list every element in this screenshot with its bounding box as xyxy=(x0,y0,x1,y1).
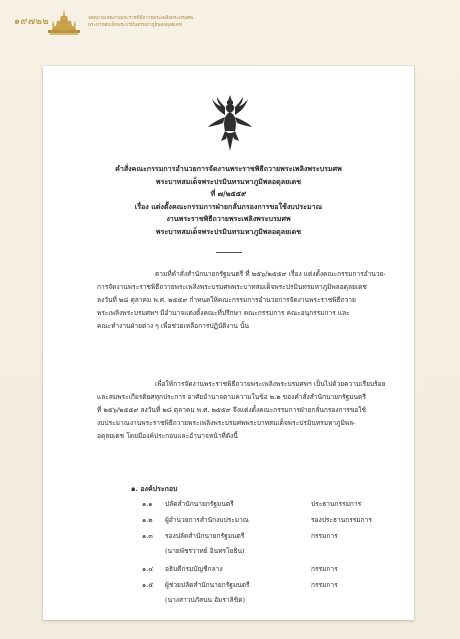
title-line: คำสั่งคณะกรรมการอำนวยการจัดงานพระราชพิธีถวายพระเพลิงพระบรมศพ xyxy=(115,164,342,173)
paragraph-2 xyxy=(97,378,386,443)
paragraph-line: เพื่อให้การจัดงานพระราชพิธีถวายพระเพลิงพระบรมศพฯ เป็นไปด้วยความเรียบร้อย xyxy=(155,380,386,388)
title-line: ที่ ๗/๒๕๕๙ xyxy=(210,189,247,198)
paragraph-line: อดุลยเดช โดยมีองค์ประกอบและอำนาจหน้าที่ดังนี้ xyxy=(97,432,238,441)
title-divider xyxy=(216,252,242,253)
item-number: ๑.๓ xyxy=(142,532,153,540)
page-number: ๑๙๗๒๒ xyxy=(14,16,50,27)
item-subname: (นางสาวปภัสนน อัมราลิขิต) xyxy=(165,596,246,604)
royal-crematorium-emblem-icon xyxy=(44,7,84,37)
paragraph-line: งบประมาณงานพระราชพิธีถวายพระเพลิงพระบรมศพพระบาทสมเด็จพระปรมินทรมหาภูมิพล- xyxy=(97,419,356,428)
document-sheet xyxy=(43,66,414,620)
page-header xyxy=(0,0,460,44)
title-line: พระบาทสมเด็จพระปรมินทรมหาภูมิพลอดุลยเดช xyxy=(155,226,302,236)
garuda-emblem-icon xyxy=(206,93,254,153)
item-name: ปลัดสำนักนายกรัฐมนตรี xyxy=(165,500,234,508)
paragraph-1 xyxy=(97,268,386,333)
title-line: พระบาทสมเด็จพระปรมินทรมหาภูมิพลอดุลยเดช xyxy=(155,176,302,186)
item-subname: (นายพัชรวาทย์ อินทรโยธิน) xyxy=(165,547,245,555)
header-line-2: พระบาทสมเด็จพระปรมินทรมหาภูมิพลอดุลยเดช xyxy=(88,23,183,28)
paragraph-line: คณะทำงานฝ่ายต่าง ๆ เพื่อช่วยเหลือการปฏิบัติงาน นั้น xyxy=(97,322,249,331)
item-role: กรรมการ xyxy=(311,532,338,540)
paragraph-line: ที่ ๒๕๖/๒๕๕๙ ลงวันที่ ๒๘ ตุลาคม พ.ศ. ๒๕๕๙ จึงแต่งตั้งคณะกรรมการฝ่ายกลั่นกรองการขอใช้ xyxy=(97,406,366,415)
header-line-1: จดหมายเหตุงานพระราชพิธีถวายพระเพลิงพระบรมศพ xyxy=(88,16,194,21)
item-number: ๑.๑ xyxy=(142,500,153,508)
header-title xyxy=(88,15,288,29)
paragraph-line: และสมพระเกียรติยศทุกประการ อาศัยอำนาจตามความในข้อ ๒.๒ ของคำสั่งสำนักนายกรัฐมนตรี xyxy=(97,393,366,402)
item-name: ผู้อำนวยการสำนักงบประมาณ xyxy=(165,516,249,524)
title-line: เรื่อง แต่งตั้งคณะกรรมการฝ่ายกลั่นกรองการขอใช้งบประมาณ xyxy=(134,201,323,211)
paragraph-line: การจัดงานพระราชพิธีถวายพระเพลิงพระบรมศพพระบาทสมเด็จพระปรมินทรมหาภูมิพลอดุลยเดช xyxy=(97,283,367,292)
item-number: ๑.๕ xyxy=(142,581,154,589)
document-title xyxy=(43,163,414,238)
section-heading: ๑. องค์ประกอบ xyxy=(131,484,178,493)
item-role: กรรมการ xyxy=(311,565,338,573)
item-number: ๑.๔ xyxy=(142,565,154,573)
item-role: ประธานกรรมการ xyxy=(311,500,362,508)
paragraph-line: พระเพลิงพระบรมศพฯ มีอำนาจแต่งตั้งคณะที่ปรึกษา คณะกรรมการ คณะอนุกรรมการ และ xyxy=(97,309,350,318)
item-name: อธิบดีกรมบัญชีกลาง xyxy=(165,565,223,573)
paragraph-line: ตามที่คำสั่งสำนักนายกรัฐมนตรี ที่ ๒๕๖/๒๕๕๙ เรื่อง แต่งตั้งคณะกรรมการอำนวย- xyxy=(155,270,386,278)
paragraph-line: ลงวันที่ ๒๘ ตุลาคม พ.ศ. ๒๕๕๙ กำหนดให้คณะกรรมการอำนวยการจัดงานพระราชพิธีถวาย xyxy=(97,296,356,305)
item-name: ผู้ช่วยปลัดสำนักนายกรัฐมนตรี xyxy=(165,581,250,589)
item-role: กรรมการ xyxy=(311,581,338,589)
item-name: รองปลัดสำนักนายกรัฐมนตรี xyxy=(165,532,245,540)
item-number: ๑.๒ xyxy=(142,516,153,524)
item-role: รองประธานกรรมการ xyxy=(311,516,372,524)
title-line: งานพระราชพิธีถวายพระเพลิงพระบรมศพ xyxy=(166,214,291,223)
